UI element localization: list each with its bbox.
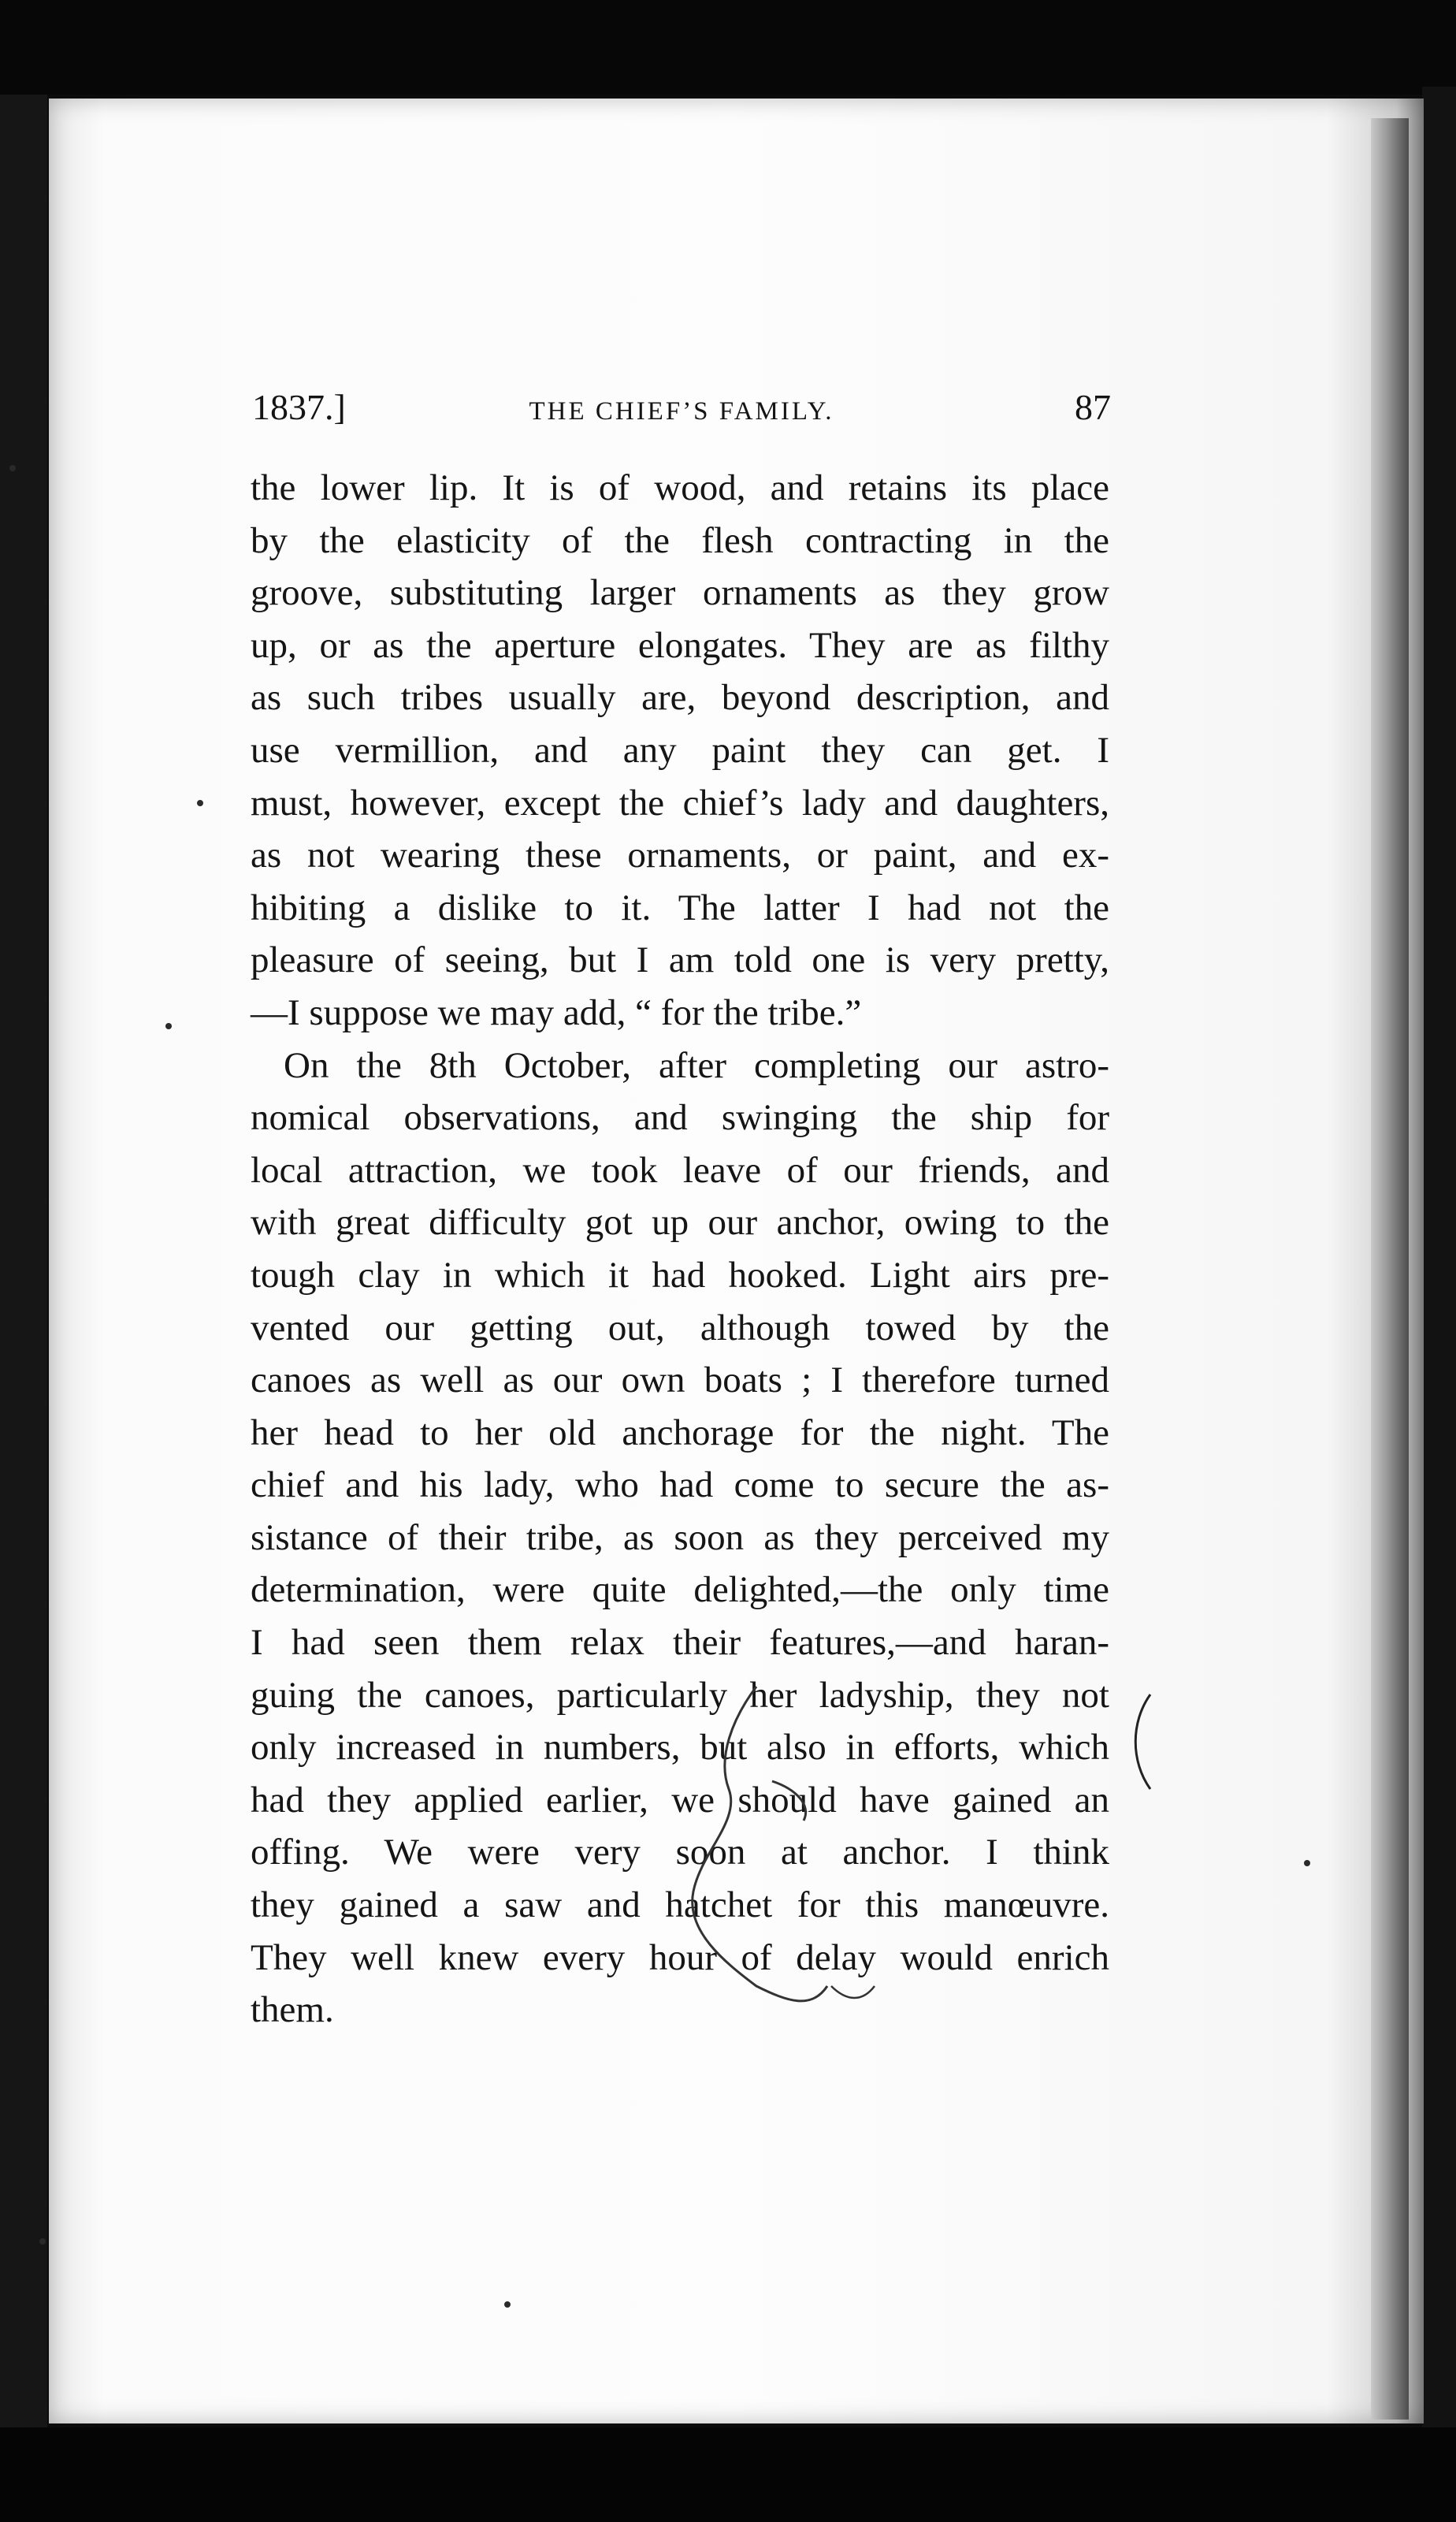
text-line: They well knew every hour of delay would enrich (251, 1936, 1109, 1978)
paragraph-end-line: —I suppose we may add, “ for the tribe.” (251, 991, 862, 1033)
scan-speck (9, 465, 16, 471)
running-head (252, 386, 1111, 441)
text-line: as not wearing these ornaments, or paint, and ex- (251, 835, 1109, 876)
text-line: with great difficulty got up our anchor, owing to the (251, 1202, 1109, 1244)
scan-speck (197, 800, 203, 806)
text-line: guing the canoes, particularly her ladyship, they not (251, 1674, 1109, 1716)
scan-speck (504, 2301, 511, 2308)
text-line: must, however, except the chief’s lady and daughters, (251, 782, 1109, 824)
text-line: they gained a saw and hatchet for this manœuvre. (251, 1884, 1109, 1926)
text-line: only increased in numbers, but also in efforts, which (251, 1727, 1109, 1769)
scan-bottom-border (0, 2427, 1456, 2522)
text-line: hibiting a dislike to it. The latter I had not the (251, 887, 1109, 928)
text-line: local attraction, we took leave of our friends, and (251, 1149, 1109, 1191)
pencil-scribble (575, 1655, 953, 2049)
scan-top-border (0, 0, 1456, 95)
text-line: the lower lip. It is of wood, and retains its place (251, 467, 1109, 508)
text-line: chief and his lady, who had come to secure the as- (251, 1464, 1109, 1506)
text-line: I had seen them relax their features,—and haran- (251, 1622, 1109, 1664)
text-line: pleasure of seeing, but I am told one is very pretty, (251, 939, 1109, 981)
page-number: 87 (1075, 387, 1111, 427)
scan-speck (39, 2238, 46, 2245)
text-line: canoes as well as our own boats ; I therefore turned (251, 1360, 1109, 1401)
paragraph-end-line: them. (251, 1989, 334, 2031)
text-line: her head to her old anchorage for the night. The (251, 1412, 1109, 1453)
text-line: tough clay in which it had hooked. Light airs pre- (251, 1254, 1109, 1296)
text-line: determination, were quite delighted,—the only time (251, 1569, 1109, 1611)
text-line: sistance of their tribe, as soon as they perceived my (251, 1516, 1109, 1558)
scan-speck (1304, 1860, 1310, 1866)
scan-left-border (0, 95, 47, 2427)
page-edge-shadow (1371, 118, 1409, 2420)
text-line: as such tribes usually are, beyond description, and (251, 677, 1109, 719)
running-head-year: 1837.] (252, 387, 346, 427)
text-line: up, or as the aperture elongates. They are as filthy (251, 624, 1109, 666)
text-line: nomical observations, and swinging the ship for (251, 1097, 1109, 1139)
running-head-title: THE CHIEF’S FAMILY. (529, 397, 834, 426)
text-line: offing. We were very soon at anchor. I think (251, 1832, 1109, 1873)
text-line: use vermillion, and any paint they can get. I (251, 729, 1109, 771)
text-line: vented our getting out, although towed by the (251, 1307, 1109, 1348)
margin-bracket-mark (1127, 1691, 1158, 1793)
text-line: by the elasticity of the flesh contracting in the (251, 519, 1109, 561)
paragraph-start-line: On the 8th October, after completing our astro- (284, 1044, 1109, 1086)
text-line: had they applied earlier, we should have gained an (251, 1779, 1109, 1821)
scan-speck (165, 1023, 172, 1029)
scan-right-border (1422, 87, 1456, 2435)
text-line: groove, substituting larger ornaments as they grow (251, 572, 1109, 614)
